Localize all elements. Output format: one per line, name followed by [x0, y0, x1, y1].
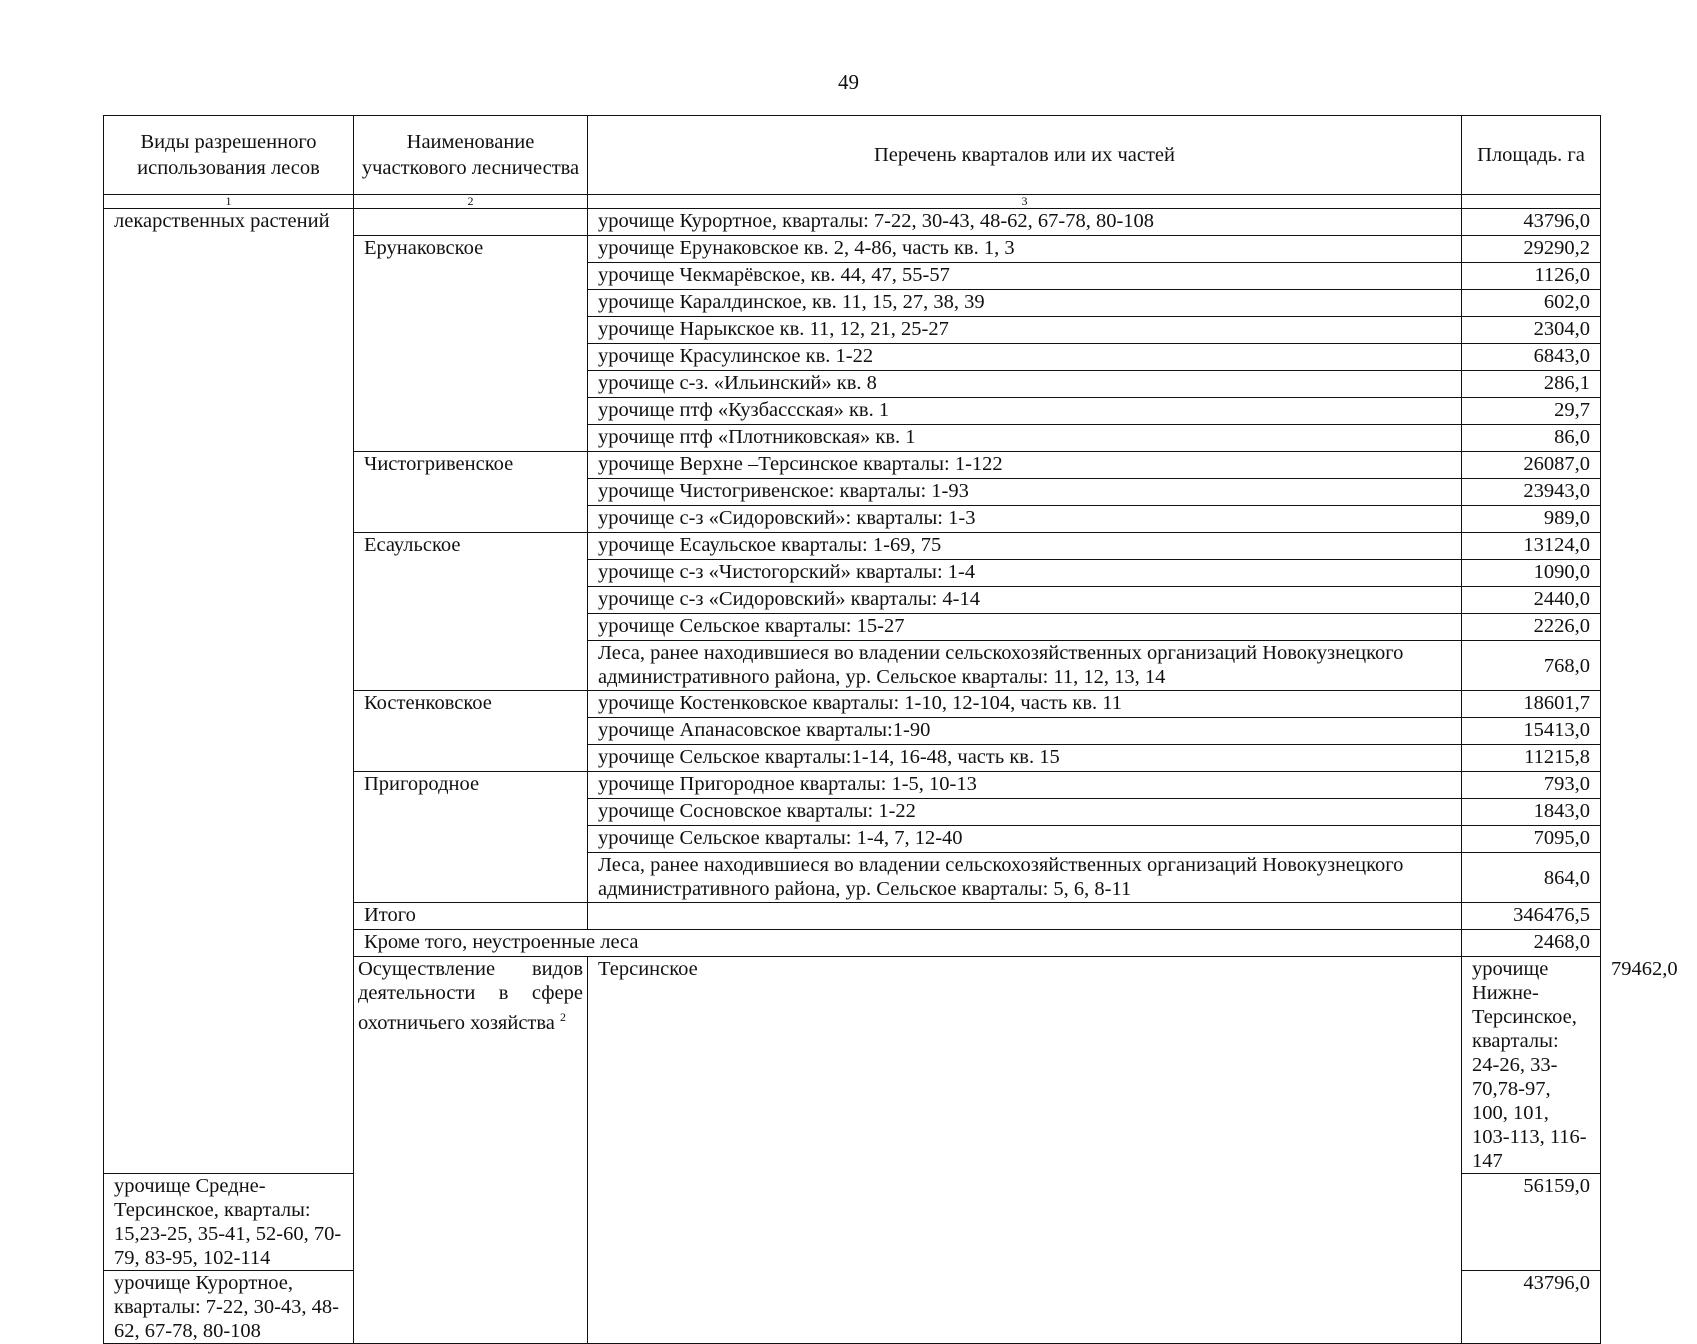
area-cell: 43796,0	[1462, 209, 1601, 236]
area-cell: 989,0	[1462, 506, 1601, 533]
quarters-cell: урочище Есаульское кварталы: 1-69, 75	[588, 533, 1462, 560]
area-cell: 13124,0	[1462, 533, 1601, 560]
extra-label: Кроме того, неустроенные леса	[354, 930, 1462, 957]
column-number: 2	[354, 195, 588, 209]
area-cell: 2440,0	[1462, 587, 1601, 614]
quarters-cell: урочище Верхне –Терсинское кварталы: 1-122	[588, 452, 1462, 479]
quarters-cell: урочище Сельское кварталы:1-14, 16-48, часть кв. 15	[588, 745, 1462, 772]
area-cell: 602,0	[1462, 290, 1601, 317]
area-cell: 6843,0	[1462, 344, 1601, 371]
area-cell: 11215,8	[1462, 745, 1601, 772]
quarters-cell: урочище Сосновское кварталы: 1-22	[588, 799, 1462, 826]
forestry-cell	[354, 209, 588, 236]
quarters-cell: урочище Сельское кварталы: 1-4, 7, 12-40	[588, 826, 1462, 853]
quarters-cell: урочище Красулинское кв. 1-22	[588, 344, 1462, 371]
use-type-line: Осуществление видов	[358, 958, 583, 980]
quarters-cell: урочище Ерунаковское кв. 2, 4-86, часть кв. 1, 3	[588, 236, 1462, 263]
quarters-cell: урочище с-з «Сидоровский» кварталы: 4-14	[588, 587, 1462, 614]
header-quarters: Перечень кварталов или их частей	[588, 116, 1462, 195]
header-row	[104, 116, 1601, 195]
area-cell: 15413,0	[1462, 718, 1601, 745]
extra-value: 2468,0	[1462, 930, 1601, 957]
area-cell: 29290,2	[1462, 236, 1601, 263]
area-cell: 864,0	[1462, 853, 1601, 903]
quarters-cell: урочище птф «Кузбасccкая» кв. 1	[588, 398, 1462, 425]
quarters-cell: урочище с-з «Чистогорский» кварталы: 1-4	[588, 560, 1462, 587]
area-cell: 56159,0	[1462, 1174, 1601, 1271]
header-forestry: Наименование участкового лесничества	[354, 116, 588, 195]
total-value: 346476,5	[1462, 903, 1601, 930]
quarters-cell: урочище Каралдинское, кв. 11, 15, 27, 38, 39	[588, 290, 1462, 317]
column-number-row	[104, 195, 1601, 209]
quarters-cell: урочище Нарыкское кв. 11, 12, 21, 25-27	[588, 317, 1462, 344]
forest-use-table	[103, 115, 1678, 1344]
quarters-cell: урочище с-з. «Ильинский» кв. 8	[588, 371, 1462, 398]
header-area: Площадь. га	[1462, 116, 1601, 195]
use-type-line: деятельности в сфере	[358, 982, 583, 1004]
quarters-cell: урочище Средне-Терсинское, кварталы: 15,23-25, 35-41, 52-60, 70-79, 83-95, 102-114	[104, 1174, 354, 1271]
forestry-cell: Костенковское	[354, 691, 588, 772]
area-cell: 1126,0	[1462, 263, 1601, 290]
forestry-cell: Есаульское	[354, 533, 588, 691]
use-type-line: охотничьего хозяйства	[358, 1011, 555, 1034]
use-type-cell-hunting	[354, 957, 588, 1344]
area-cell: 1843,0	[1462, 799, 1601, 826]
area-cell: 23943,0	[1462, 479, 1601, 506]
use-type-cell: лекарственных растений	[104, 209, 354, 1174]
forestry-cell: Чистогривенское	[354, 452, 588, 533]
quarters-cell: урочище птф «Плотниковская» кв. 1	[588, 425, 1462, 452]
table-row	[104, 209, 1601, 236]
footnote-mark: 2	[560, 1010, 567, 1024]
use-type-line-last	[358, 1005, 583, 1035]
column-number: 3	[588, 195, 1462, 209]
area-cell: 1090,0	[1462, 560, 1601, 587]
area-cell: 26087,0	[1462, 452, 1601, 479]
area-cell: 793,0	[1462, 772, 1601, 799]
column-number	[1462, 195, 1601, 209]
quarters-cell: урочище Курортное, кварталы: 7-22, 30-43, 48-62, 67-78, 80-108	[588, 209, 1462, 236]
area-cell: 18601,7	[1462, 691, 1601, 718]
quarters-cell: Леса, ранее находившиеся во владении сельскохозяйственных организаций Новокузнецкого административного района, ур. Сельское кварталы: 11, 12, 13, 14	[588, 641, 1462, 691]
area-cell: 29,7	[1462, 398, 1601, 425]
quarters-cell: урочище Сельское кварталы: 15-27	[588, 614, 1462, 641]
quarters-cell: урочище Курортное, кварталы: 7-22, 30-43, 48-62, 67-78, 80-108	[104, 1271, 354, 1344]
forestry-cell: Терсинское	[588, 957, 1462, 1344]
forestry-cell: Ерунаковское	[354, 236, 588, 452]
column-number: 1	[104, 195, 354, 209]
quarters-cell: урочище Чистогривенское: кварталы: 1-93	[588, 479, 1462, 506]
page-number: 49	[838, 70, 859, 94]
area-cell: 286,1	[1462, 371, 1601, 398]
table-row: Осуществление видов деятельности в сфере охотничьего хозяйства $^2$ Терсинское урочище Нижне-Терсинское, кварталы: 24-26, 33-70,78-97, 100, 101, 103-113, 116-147 79462,0	[104, 957, 1601, 1174]
quarters-cell: урочище Пригородное кварталы: 1-5, 10-13	[588, 772, 1462, 799]
area-cell: 2304,0	[1462, 317, 1601, 344]
quarters-cell: урочище Нижне-Терсинское, кварталы: 24-26, 33-70,78-97, 100, 101, 103-113, 116-147	[1462, 957, 1601, 1174]
header-use-type: Виды разрешенного использования лесов	[104, 116, 354, 195]
quarters-cell: урочище с-з «Сидоровский»: кварталы: 1-3	[588, 506, 1462, 533]
quarters-cell: урочище Чекмарёвское, кв. 44, 47, 55-57	[588, 263, 1462, 290]
area-cell: 768,0	[1462, 641, 1601, 691]
quarters-cell: урочище Апанасовское кварталы:1-90	[588, 718, 1462, 745]
quarters-cell	[588, 903, 1462, 930]
quarters-cell: урочище Костенковское кварталы: 1-10, 12-104, часть кв. 11	[588, 691, 1462, 718]
forestry-cell: Пригородное	[354, 772, 588, 903]
quarters-cell: Леса, ранее находившиеся во владении сельскохозяйственных организаций Новокузнецкого административного района, ур. Сельское кварталы: 5, 6, 8-11	[588, 853, 1462, 903]
total-label: Итого	[354, 903, 588, 930]
area-cell: 7095,0	[1462, 826, 1601, 853]
area-cell: 2226,0	[1462, 614, 1601, 641]
area-cell: 43796,0	[1462, 1271, 1601, 1344]
area-cell: 86,0	[1462, 425, 1601, 452]
